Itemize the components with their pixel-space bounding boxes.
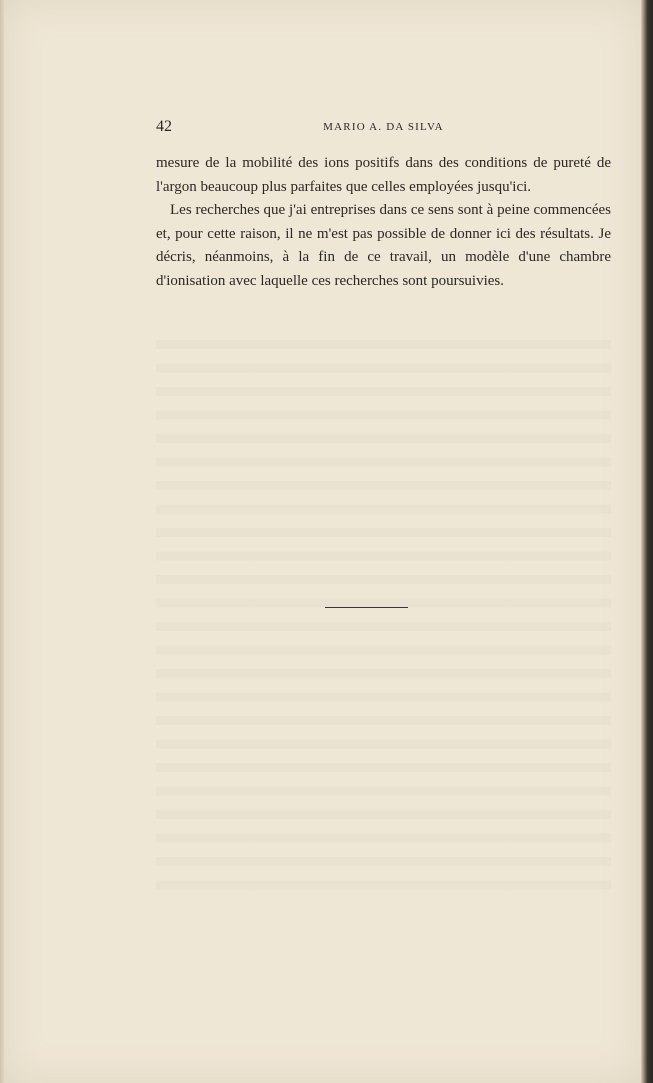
page-right-edge: [641, 0, 653, 1083]
body-text: [156, 152, 611, 293]
page-number: 42: [156, 118, 172, 135]
paragraph-2: Les recherches que j'ai entreprises dans ce sens sont à peine commencées et, pour cette raison, il ne m'est pas possible de donner ici des résultats. Je décris, néanmoins, à la fin de ce travail, un modèle d'une chambre d'ionisation avec laquelle ces recherches sont poursuivies.: [156, 202, 611, 289]
running-head: MARIO A. DA SILVA: [323, 121, 444, 133]
section-end-rule: [325, 607, 408, 608]
page-header: [156, 118, 611, 138]
paragraph-1: mesure de la mobilité des ions positifs dans des conditions de pureté de l'argon beaucoup plus parfaites que celles employées jusqu'ici.: [156, 155, 611, 195]
